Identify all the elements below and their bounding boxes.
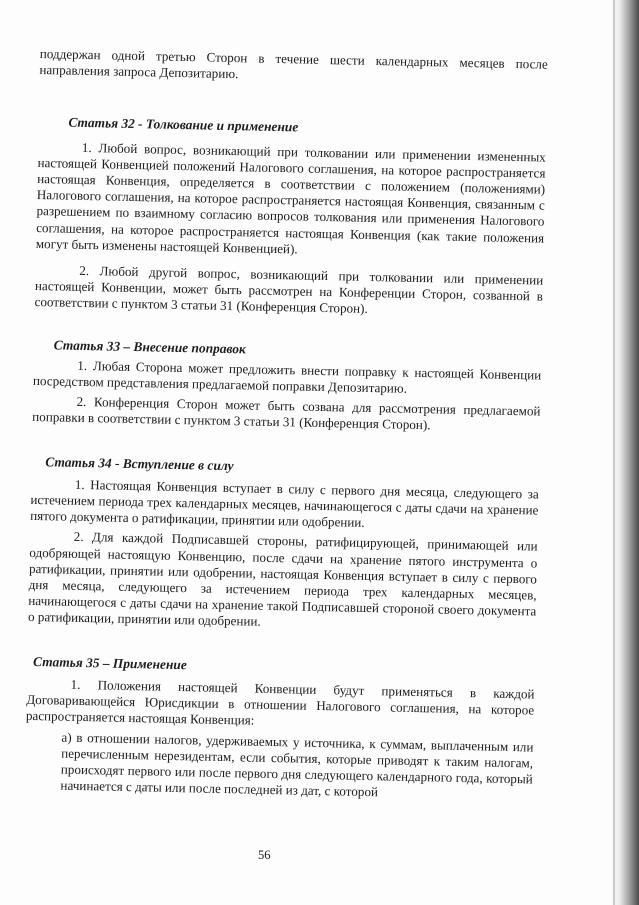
article-34-heading: Статья 34 - Вступление в силу xyxy=(45,453,234,473)
article-35-subparagraph-a: а) в отношении налогов, удерживаемых у источника, к суммам, выплаченным или перечисленным нерезидентам, если события, которые приводят к таким налогам, происходят первого или после первого дня следующего календарного года, который начинается с даты или после последней из дат, с которой xyxy=(60,729,534,800)
article-32-heading: Статья 32 - Толкование и применение xyxy=(68,115,299,135)
page-number: 56 xyxy=(258,848,271,862)
article-32-paragraph-2: 2. Любой другой вопрос, возникающий при толковании или применении настоящей Конвенции, может быть рассмотрен на Конференции Сторон, созванной в соответствии с пунктом 3 статьи 31 (Конференция Сторон). xyxy=(34,262,544,317)
article-32-paragraph-1: 1. Любой вопрос, возникающий при толковании или применении измененных настоящей Конвенцией положений Налогового соглашения, на которое распространяется настоящая Конвенция, определяется в соответствии с положением (положениями) Налогового соглашения, на которое распространяется настоящая Конвенция, связанным с разрешением по взаимному согласию вопросов толкования или применения Налогового соглашения, на которое распространяется настоящая Конвенция (как такие положения могут быть изменены настоящей Конвенцией). xyxy=(35,139,546,257)
intro-paragraph: поддержан одной третью Сторон в течение шести календарных месяцев после направления запроса Депозитарию. xyxy=(39,46,548,82)
page-edge-line xyxy=(613,0,615,905)
article-33-paragraph-1: 1. Любая Сторона может предложить внести поправку к настоящей Конвенции посредством представления предлагаемой поправки Депозитарию. xyxy=(32,357,542,396)
article-34-paragraph-2: 2. Для каждой Подписавшей стороны, ратифицирующей, принимающей или одобряющей настоящую Конвенцию, после сдачи на хранение пятого инструмента о ратификации, принятии или одобрении, настоящая Конвенция вступает в силу с первого дня месяца, следующего за истечением периода трех календарных месяцев, начинающегося с даты сдачи на хранение такой Подписавшей стороной своего документа о ратификации, принятии или одобрении. xyxy=(27,529,538,630)
article-33-paragraph-2: 2. Конференция Сторон может быть созвана для рассмотрения предлагаемой поправки в соответствии с пунктом 3 статьи 31 (Конференция Сторон). xyxy=(32,394,541,433)
article-35-heading: Статья 35 – Применение xyxy=(32,653,187,672)
document-body xyxy=(24,46,548,804)
article-35-paragraph-1: 1. Положения настоящей Конвенции будут применяться в каждой Договаривающейся Юрисдикции в отношении Налогового соглашения, на которое распространяется настоящая Конвенция: xyxy=(25,676,535,728)
article-34-paragraph-1: 1. Настоящая Конвенция вступает в силу с первого дня месяца, следующего за истечением периода трех календарных месяцев, начинающегося с даты сдачи на хранение пятого документа о ратификации, принятии или одобрении. xyxy=(30,476,539,531)
article-33-heading: Статья 33 – Внесение поправок xyxy=(53,336,246,357)
